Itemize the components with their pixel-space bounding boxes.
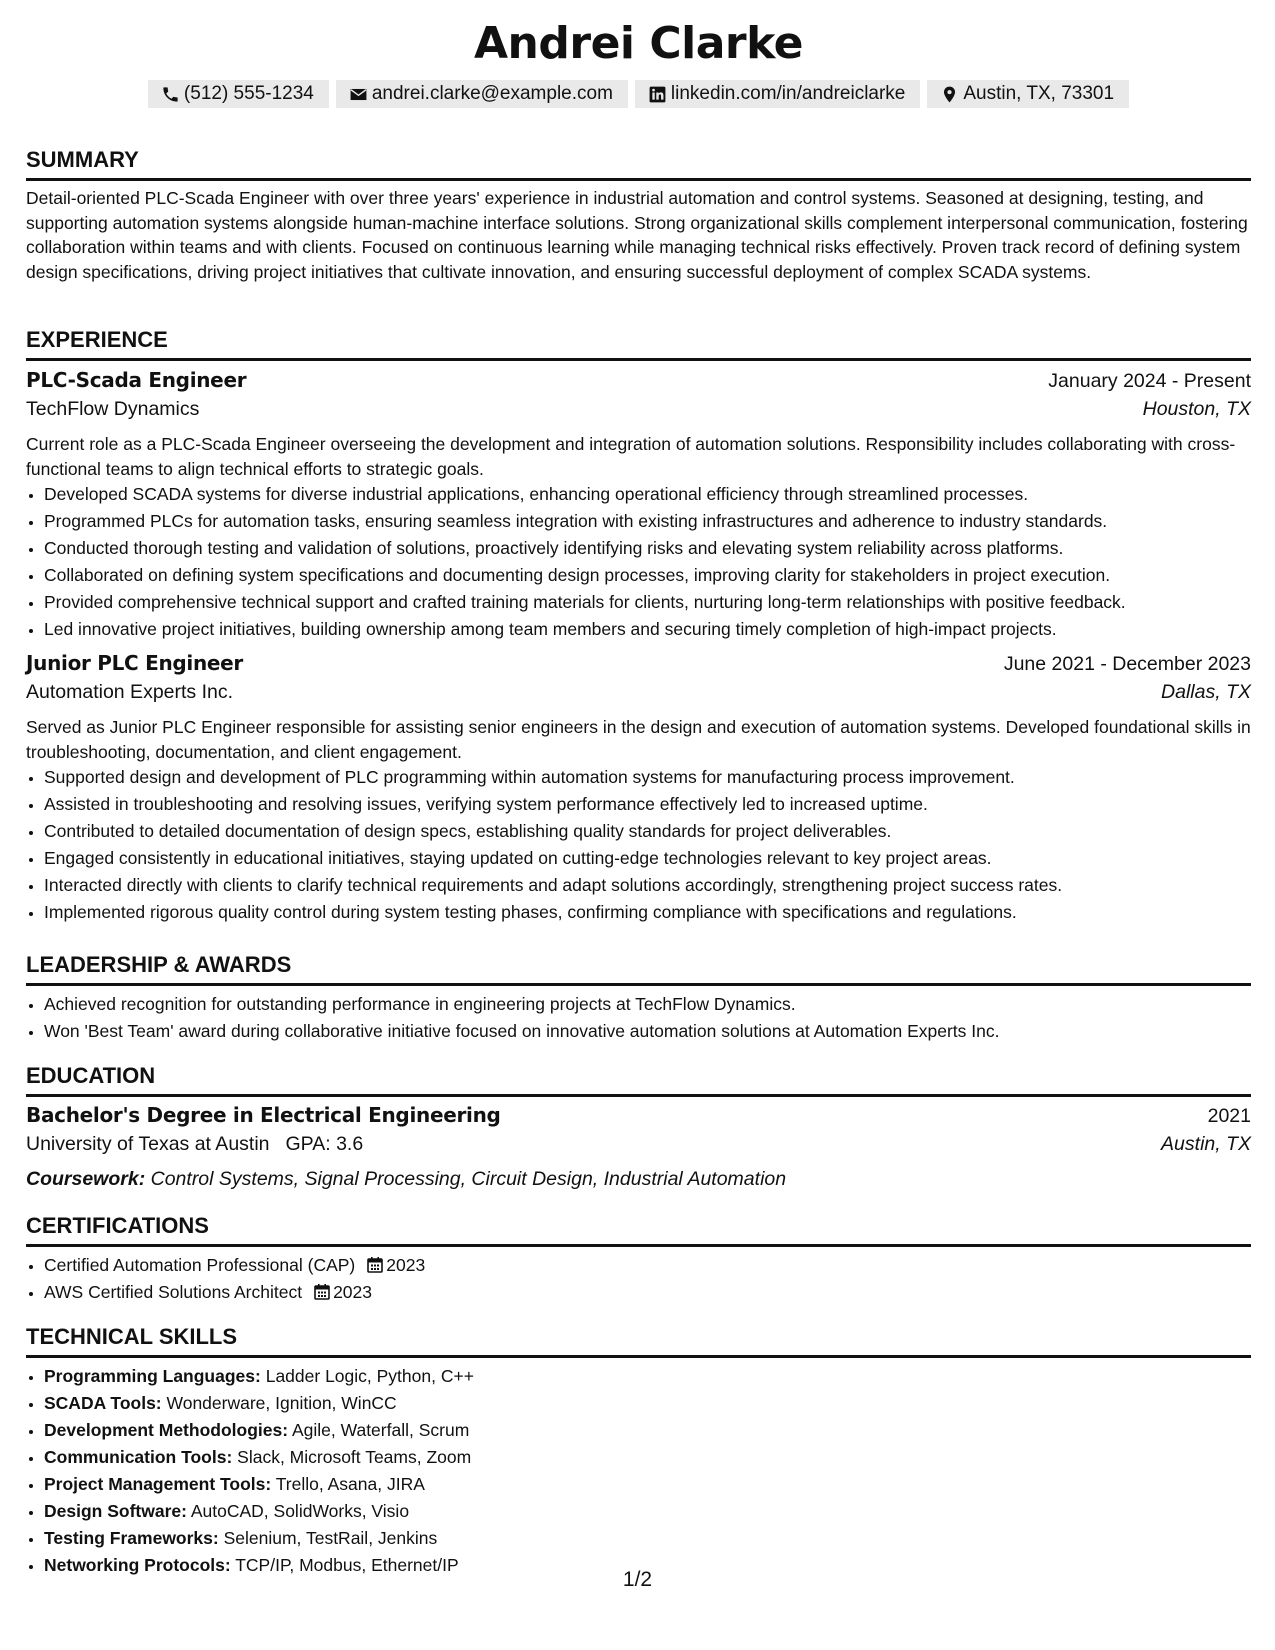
skill-value: Ladder Logic, Python, C++ <box>265 1366 474 1386</box>
job-dates: January 2024 - Present <box>1048 370 1251 392</box>
calendar-icon <box>367 1256 383 1273</box>
degree-title: Bachelor's Degree in Electrical Engineering <box>26 1103 501 1127</box>
phone-icon <box>161 85 180 104</box>
list-item <box>44 1252 1251 1279</box>
list-item: • Engaged consistently in educational initiatives, staying updated on cutting-edge technologies relevant to key project areas. <box>44 845 1251 872</box>
contact-email[interactable] <box>336 80 628 108</box>
coursework-list: Control Systems, Signal Processing, Circuit Design, Industrial Automation <box>150 1168 787 1190</box>
job-dates: June 2021 - December 2023 <box>1003 653 1251 675</box>
contact-phone-text: (512) 555-1234 <box>183 83 314 104</box>
calendar-icon <box>314 1283 330 1300</box>
job-entry <box>26 368 1251 643</box>
certifications-heading: CERTIFICATIONS <box>26 1213 209 1238</box>
list-item: • Supported design and development of PLC programming within automation systems for manufacturing process improvement. <box>44 764 1251 791</box>
education-section <box>26 1062 1251 1194</box>
skill-label: Development Methodologies: <box>44 1420 289 1440</box>
skill-value: AutoCAD, SolidWorks, Visio <box>190 1501 410 1521</box>
skill-value: TCP/IP, Modbus, Ethernet/IP <box>235 1555 459 1575</box>
linkedin-icon <box>648 85 667 104</box>
job-header <box>26 368 1251 398</box>
list-item <box>44 1363 1251 1390</box>
job-description: Served as Junior PLC Engineer responsible for assisting senior engineers in the design and execution of automation systems. Developed foundational skills in troubleshooting, documentation, and client engagement. <box>26 717 1251 762</box>
list-item: • Led innovative project initiatives, building ownership among team members and securing timely completion of high-impact projects. <box>44 616 1251 643</box>
skills-heading: TECHNICAL SKILLS <box>26 1324 238 1349</box>
certification-year: 2023 <box>333 1282 373 1302</box>
contact-phone[interactable] <box>148 80 329 108</box>
job-bullets <box>26 764 1251 926</box>
section-divider <box>26 1355 1251 1358</box>
section-divider <box>26 358 1251 361</box>
contact-email-text: andrei.clarke@example.com <box>371 83 613 104</box>
contact-linkedin[interactable] <box>635 80 920 108</box>
list-item <box>44 1417 1251 1444</box>
summary-text: Detail-oriented PLC-Scada Engineer with over three years' experience in industrial automation and control systems. Seasoned at designing, testing, and supporting automation systems alongside human-machine interface solutions. Strong organizational skills complement interpersonal communication, fostering collaboration within teams and with clients. Focused on continuous learning while managing technical risks effectively. Proven track record of defining system design specifications, driving project initiatives that cultivate innovation, and ensuring successful deployment of complex SCADA systems. <box>26 188 1248 282</box>
skill-label: Testing Frameworks: <box>44 1528 219 1548</box>
job-bullets <box>26 481 1251 643</box>
job-description: Current role as a PLC-Scada Engineer overseeing the development and integration of automation solutions. Responsibility includes collaborating with cross-functional teams to align technical efforts to strategic goals. <box>26 434 1236 479</box>
summary-heading: SUMMARY <box>26 147 139 172</box>
list-item: • Won 'Best Team' award during collaborative initiative focused on innovative automation solutions at Automation Experts Inc. <box>44 1018 1251 1045</box>
section-divider <box>26 1094 1251 1097</box>
list-item: • Contributed to detailed documentation of design specs, establishing quality standards for project deliverables. <box>44 818 1251 845</box>
leadership-section <box>26 951 1251 1045</box>
certification-name: Certified Automation Professional (CAP) <box>44 1255 356 1275</box>
list-item: • Conducted thorough testing and validation of solutions, proactively identifying risks and elevating system reliability across platforms. <box>44 535 1251 562</box>
experience-heading: EXPERIENCE <box>26 327 168 352</box>
job-company: TechFlow Dynamics <box>26 398 200 420</box>
skills-section <box>26 1323 1251 1579</box>
school-name: University of Texas at Austin <box>26 1133 270 1155</box>
section-divider <box>26 1244 1251 1247</box>
job-entry <box>26 651 1251 926</box>
education-header <box>26 1103 1251 1133</box>
list-item <box>44 1279 1251 1306</box>
education-heading: EDUCATION <box>26 1063 156 1088</box>
list-item: • Interacted directly with clients to clarify technical requirements and adapt solutions accordingly, strengthening project success rates. <box>44 872 1251 899</box>
skill-label: Design Software: <box>44 1501 187 1521</box>
skill-value: Agile, Waterfall, Scrum <box>291 1420 470 1440</box>
list-item <box>44 1471 1251 1498</box>
gpa: GPA: 3.6 <box>285 1133 364 1155</box>
list-item: • Collaborated on defining system specifications and documenting design processes, improving clarity for stakeholders in project execution. <box>44 562 1251 589</box>
graduation-year: 2021 <box>1207 1105 1251 1127</box>
skills-list <box>26 1363 1251 1579</box>
list-item: • Provided comprehensive technical support and crafted training materials for clients, nurturing long-term relationships with positive feedback. <box>44 589 1251 616</box>
list-item: • Developed SCADA systems for diverse industrial applications, enhancing operational efficiency through streamlined processes. <box>44 481 1251 508</box>
job-subheader <box>26 681 1251 712</box>
list-item: • Implemented rigorous quality control during system testing phases, confirming compliance with specifications and regulations. <box>44 899 1251 926</box>
section-divider <box>26 983 1251 986</box>
certifications-section <box>26 1212 1251 1306</box>
leadership-heading: LEADERSHIP & AWARDS <box>26 952 292 977</box>
school-info <box>26 1133 363 1156</box>
certification-name: AWS Certified Solutions Architect <box>44 1282 303 1302</box>
skill-value: Wonderware, Ignition, WinCC <box>166 1393 397 1413</box>
skill-label: Project Management Tools: <box>44 1474 272 1494</box>
skill-label: SCADA Tools: <box>44 1393 162 1413</box>
section-divider <box>26 178 1251 181</box>
list-item: • Achieved recognition for outstanding performance in engineering projects at TechFlow Dynamics. <box>44 991 1251 1018</box>
skill-value: Trello, Asana, JIRA <box>275 1474 425 1494</box>
skill-label: Networking Protocols: <box>44 1555 231 1575</box>
map-pin-icon <box>940 85 959 104</box>
list-item <box>44 1525 1251 1552</box>
leadership-list <box>26 991 1251 1045</box>
school-location: Austin, TX <box>1161 1133 1251 1155</box>
job-header <box>26 651 1251 681</box>
candidate-name: Andrei Clarke <box>474 18 803 69</box>
contact-location <box>927 80 1129 108</box>
skill-label: Communication Tools: <box>44 1447 233 1467</box>
coursework-label: Coursework: <box>26 1168 146 1190</box>
contact-location-text: Austin, TX, 73301 <box>963 83 1115 104</box>
job-location: Dallas, TX <box>1161 681 1251 703</box>
skill-label: Programming Languages: <box>44 1366 261 1386</box>
list-item <box>44 1498 1251 1525</box>
list-item: • Programmed PLCs for automation tasks, ensuring seamless integration with existing infrastructures and adherence to industry standards. <box>44 508 1251 535</box>
list-item <box>44 1390 1251 1417</box>
list-item: • Assisted in troubleshooting and resolving issues, verifying system performance effectively led to increased uptime. <box>44 791 1251 818</box>
skill-value: Slack, Microsoft Teams, Zoom <box>237 1447 472 1467</box>
job-company: Automation Experts Inc. <box>26 681 234 703</box>
experience-section <box>26 326 1251 926</box>
page-number: 1/2 <box>622 1568 653 1591</box>
job-title: PLC-Scada Engineer <box>26 368 247 392</box>
job-subheader <box>26 398 1251 429</box>
contact-bar <box>26 80 1251 108</box>
skill-value: Selenium, TestRail, Jenkins <box>223 1528 438 1548</box>
education-subheader <box>26 1133 1251 1164</box>
coursework-line <box>26 1164 1251 1194</box>
certifications-list <box>26 1252 1251 1306</box>
envelope-icon <box>349 85 368 104</box>
list-item <box>44 1444 1251 1471</box>
job-title: Junior PLC Engineer <box>26 651 243 675</box>
summary-section <box>26 146 1251 284</box>
certification-year: 2023 <box>386 1255 426 1275</box>
contact-linkedin-text: linkedin.com/in/andreiclarke <box>670 83 906 104</box>
job-location: Houston, TX <box>1142 398 1251 420</box>
